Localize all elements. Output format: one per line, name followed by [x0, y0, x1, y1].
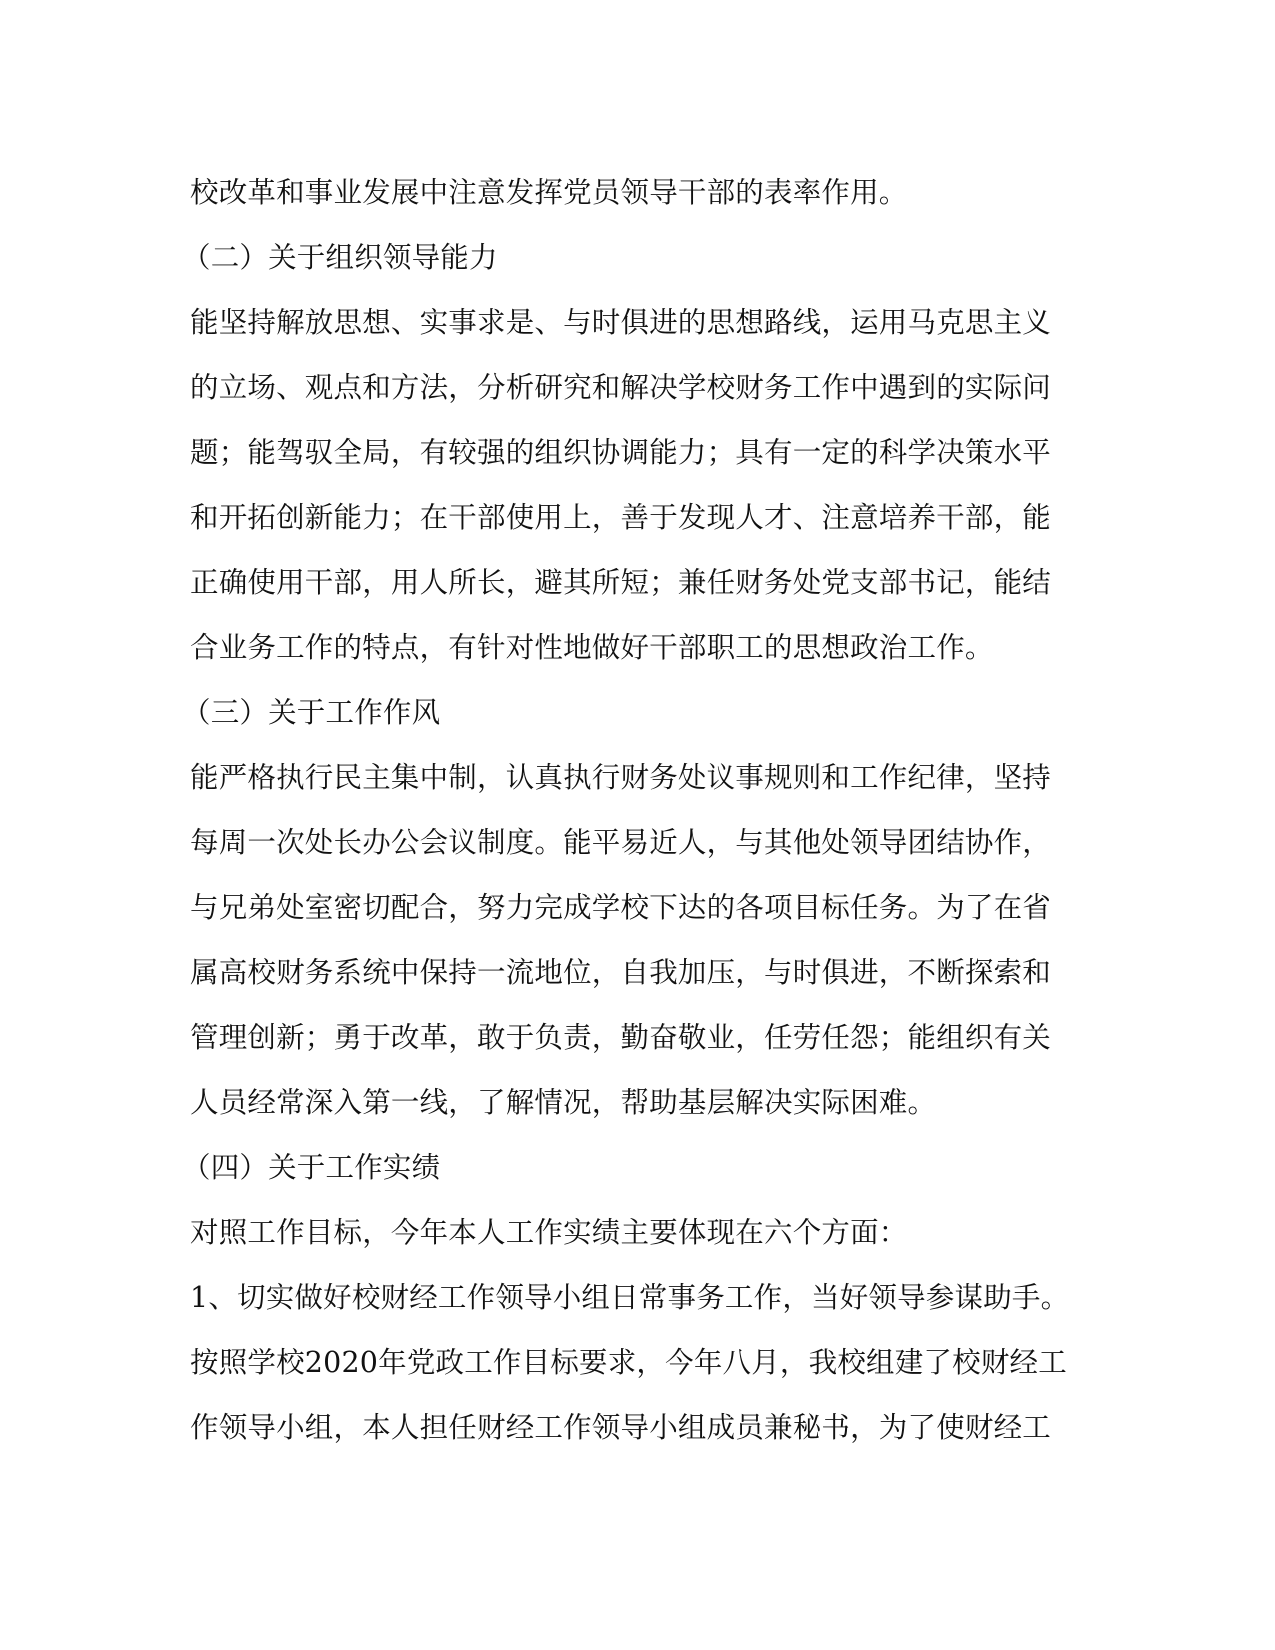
section-heading: （二）关于组织领导能力: [182, 241, 498, 274]
body-line: 按照学校2020年党政工作目标要求，今年八月，我校组建了校财经工: [190, 1346, 1067, 1379]
body-line: 合业务工作的特点，有针对性地做好干部职工的思想政治工作。: [190, 631, 994, 664]
body-line: 与兄弟处室密切配合，努力完成学校下达的各项目标任务。为了在省: [190, 891, 1052, 924]
body-line: 1、切实做好校财经工作领导小组日常事务工作，当好领导参谋助手。: [190, 1281, 1070, 1314]
document-body: [182, 160, 1070, 1460]
body-line: 的立场、观点和方法，分析研究和解决学校财务工作中遇到的实际问: [190, 371, 1052, 404]
body-line: 和开拓创新能力；在干部使用上，善于发现人才、注意培养干部，能: [190, 501, 1052, 534]
body-line: 校改革和事业发展中注意发挥党员领导干部的表率作用。: [190, 176, 908, 209]
body-line: 正确使用干部，用人所长，避其所短；兼任财务处党支部书记，能结: [190, 566, 1052, 599]
body-line: 属高校财务系统中保持一流地位，自我加压，与时俱进，不断探索和: [190, 956, 1052, 989]
body-line: 题；能驾驭全局，有较强的组织协调能力；具有一定的科学决策水平: [190, 436, 1052, 469]
body-line: 人员经常深入第一线，了解情况，帮助基层解决实际困难。: [190, 1086, 937, 1119]
body-line: 作领导小组，本人担任财经工作领导小组成员兼秘书，为了使财经工: [190, 1411, 1052, 1444]
body-line: 每周一次处长办公会议制度。能平易近人，与其他处领导团结协作，: [190, 826, 1052, 859]
section-heading: （三）关于工作作风: [182, 696, 441, 729]
body-line: 能坚持解放思想、实事求是、与时俱进的思想路线，运用马克思主义: [190, 306, 1052, 339]
section-heading: （四）关于工作实绩: [182, 1151, 441, 1184]
body-line: 能严格执行民主集中制，认真执行财务处议事规则和工作纪律，坚持: [190, 761, 1052, 794]
body-line: 对照工作目标，今年本人工作实绩主要体现在六个方面：: [190, 1216, 908, 1249]
body-line: 管理创新；勇于改革，敢于负责，勤奋敬业，任劳任怨；能组织有关: [190, 1021, 1052, 1054]
